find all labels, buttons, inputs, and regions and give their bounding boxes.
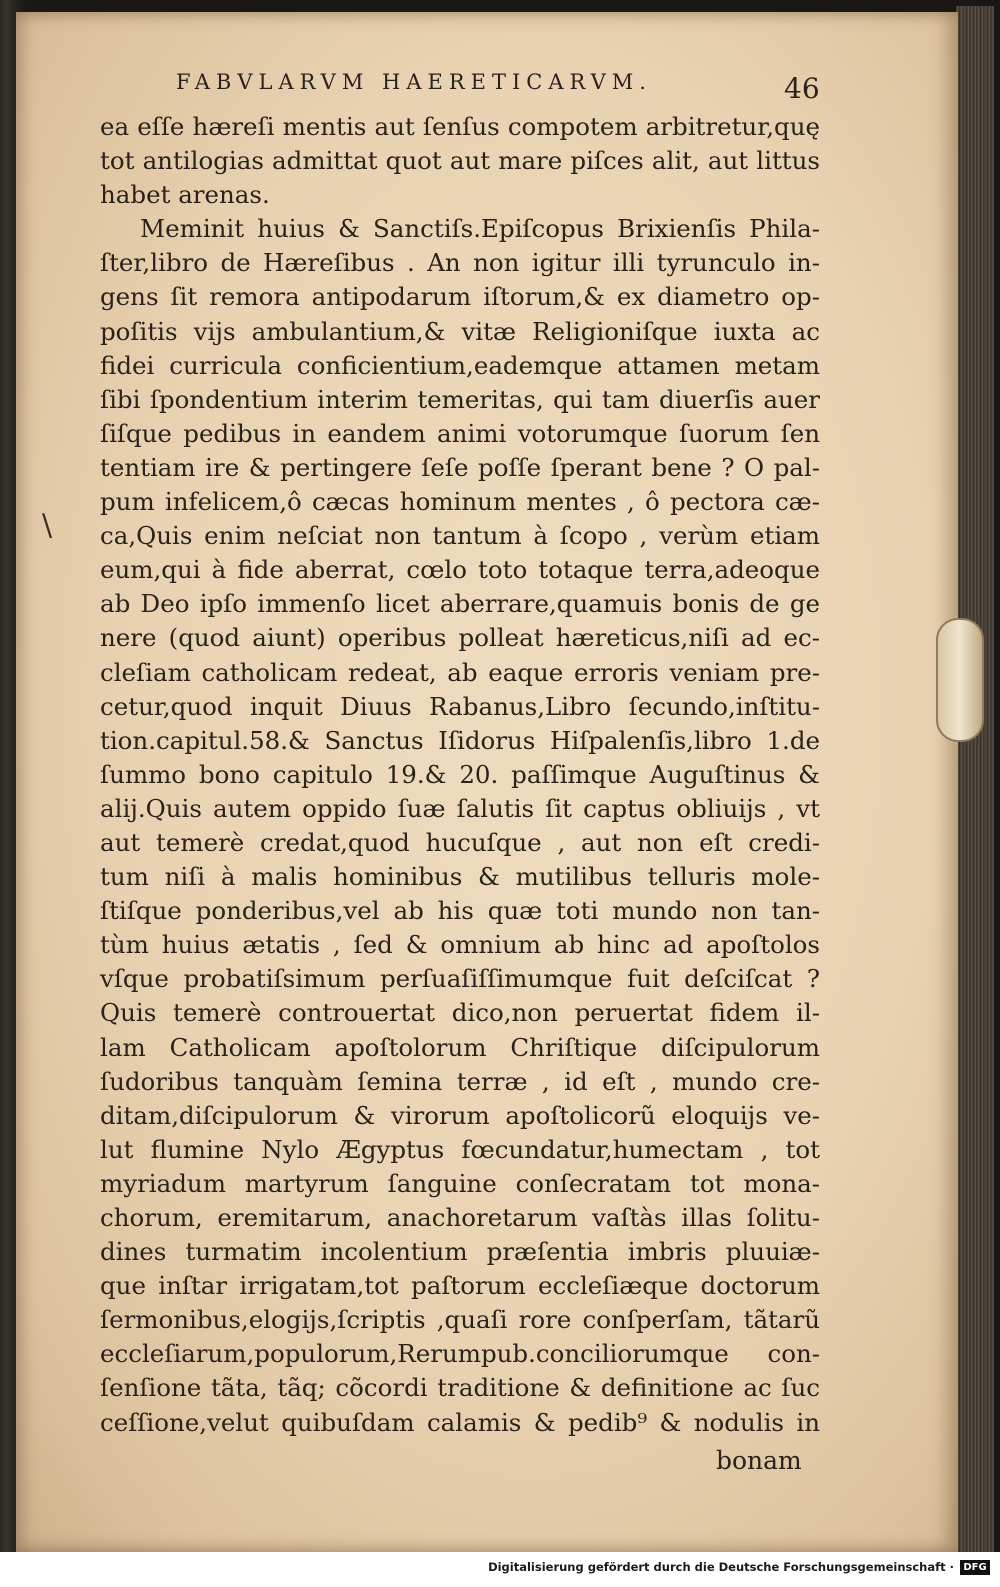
text-line: ſtiſque ponderibus,vel ab his quæ toti mundo non tan-	[100, 896, 820, 926]
text-line: gens ſit remora antipodarum iſtorum,& ex diametro op-	[100, 282, 820, 312]
text-line: ſermonibus,elogijs,ſcriptis ,quaſi rore conſperſam, tãtarũ	[100, 1305, 820, 1335]
text-line: Meminit huius & Sanctiſs.Epiſcopus Brixienſis Phila-	[140, 214, 820, 244]
text-line: alij.Quis autem oppido ſuæ ſalutis ſit captus obliuijs , vt	[100, 793, 820, 823]
text-line: ditam,diſcipulorum & virorum apoſtolicorũ eloquijs ve-	[100, 1100, 820, 1130]
text-line: cleſiam catholicam redeat, ab eaque erroris veniam pre-	[100, 657, 820, 687]
text-line: vſque probatiſsimum perſuaſiſſimumque fuit deſciſcat ?	[100, 964, 820, 994]
text-line: poſitis vijs ambulantium,& vitæ Religioniſque iuxta ac	[100, 316, 820, 346]
bookmark-clip	[936, 618, 984, 742]
text-line: Quis temerè controuertat dico,non peruertat fidem il-	[100, 998, 820, 1028]
text-line: lut flumine Nylo Ægyptus fœcundatur,humectam , tot	[100, 1134, 820, 1164]
text-line: myriadum martyrum ſanguine conſecratam tot mona-	[100, 1168, 820, 1198]
page-number: 46	[784, 72, 820, 105]
text-line: ſenſione tãta, tãq; cõcordi traditione & definitione ac ſuc	[100, 1373, 820, 1403]
text-line: dines turmatim incolentium præſentia imbris pluuiæ-	[100, 1237, 820, 1267]
text-line: ſibi ſpondentium interim temeritas, qui tam diuerſis auer	[100, 384, 820, 414]
text-line: ſudoribus tanquàm ſemina terræ , id eſt , mundo cre-	[100, 1066, 820, 1096]
running-head: FABVLARVM HAERETICARVM.	[176, 70, 652, 94]
funding-credit: Digitalisierung gefördert durch die Deutsche Forschungsgemeinschaft ·	[488, 1560, 954, 1574]
text-line: ca,Quis enim neſciat non tantum à ſcopo , verùm etiam	[100, 521, 820, 551]
text-line: ceſſione,velut quibuſdam calamis & pedib⁹ & nodulis in	[100, 1407, 820, 1437]
margin-mark: \	[42, 508, 53, 543]
text-line: tentiam ire & pertingere ſeſe poſſe ſperant bene ? O pal-	[100, 452, 820, 482]
text-line: fidei curricula conficientium,eademque attamen metam	[100, 350, 820, 380]
text-line: cetur,quod inquit Diuus Rabanus,Libro ſecundo,inſtitu-	[100, 691, 820, 721]
body-text	[100, 110, 820, 1440]
text-line: habet arenas.	[100, 180, 270, 210]
text-line: eccleſiarum,populorum,Rerumpub.conciliorumque con-	[100, 1339, 820, 1369]
text-line: tion.capitul.58.& Sanctus Iſidorus Hiſpalenſis,libro 1.de	[100, 725, 820, 755]
text-line: nere (quod aiunt) operibus polleat hæreticus,niſi ad ec-	[100, 623, 820, 653]
text-line: chorum, eremitarum, anachoretarum vaſtàs illas ſolitu-	[100, 1203, 820, 1232]
text-line: aut temerè credat,quod hucuſque , aut non eſt credi-	[100, 827, 820, 857]
text-line: lam Catholicam apoſtolorum Chriſtique diſcipulorum	[100, 1032, 820, 1062]
text-line: tùm huius ætatis , ſed & omnium ab hinc ad apoſtolos	[100, 930, 820, 960]
text-line: ſter,libro de Hæreſibus . An non igitur illi tyrunculo in-	[100, 248, 820, 278]
text-line: ſiſque pedibus in eandem animi votorumque ſuorum ſen	[100, 418, 820, 448]
text-line: pum infelicem,ô cæcas hominum mentes , ô pectora cæ-	[100, 487, 820, 517]
text-line: tot antilogias admittat quot aut mare piſces alit, aut littus	[100, 146, 820, 176]
book-page-edges	[956, 6, 994, 1552]
catchword: bonam	[716, 1446, 802, 1475]
text-line: eum,qui à fide aberrat, cœlo toto totaque terra,adeoque	[100, 555, 820, 585]
dfg-logo: DFG	[960, 1560, 990, 1575]
text-line: ab Deo ipſo immenſo licet aberrare,quamuis bonis de ge	[100, 589, 820, 619]
footer-bar	[0, 1552, 1000, 1587]
text-line: ea eſſe hæreſi mentis aut ſenſus compotem arbitretur,quę	[100, 112, 820, 141]
text-line: tum niſi à malis hominibus & mutilibus telluris mole-	[100, 862, 820, 892]
text-line: que inſtar irrigatam,tot paſtorum eccleſiæque doctorum	[100, 1271, 820, 1301]
text-line: ſummo bono capitulo 19.& 20. paſſimque Auguſtinus &	[100, 759, 820, 789]
